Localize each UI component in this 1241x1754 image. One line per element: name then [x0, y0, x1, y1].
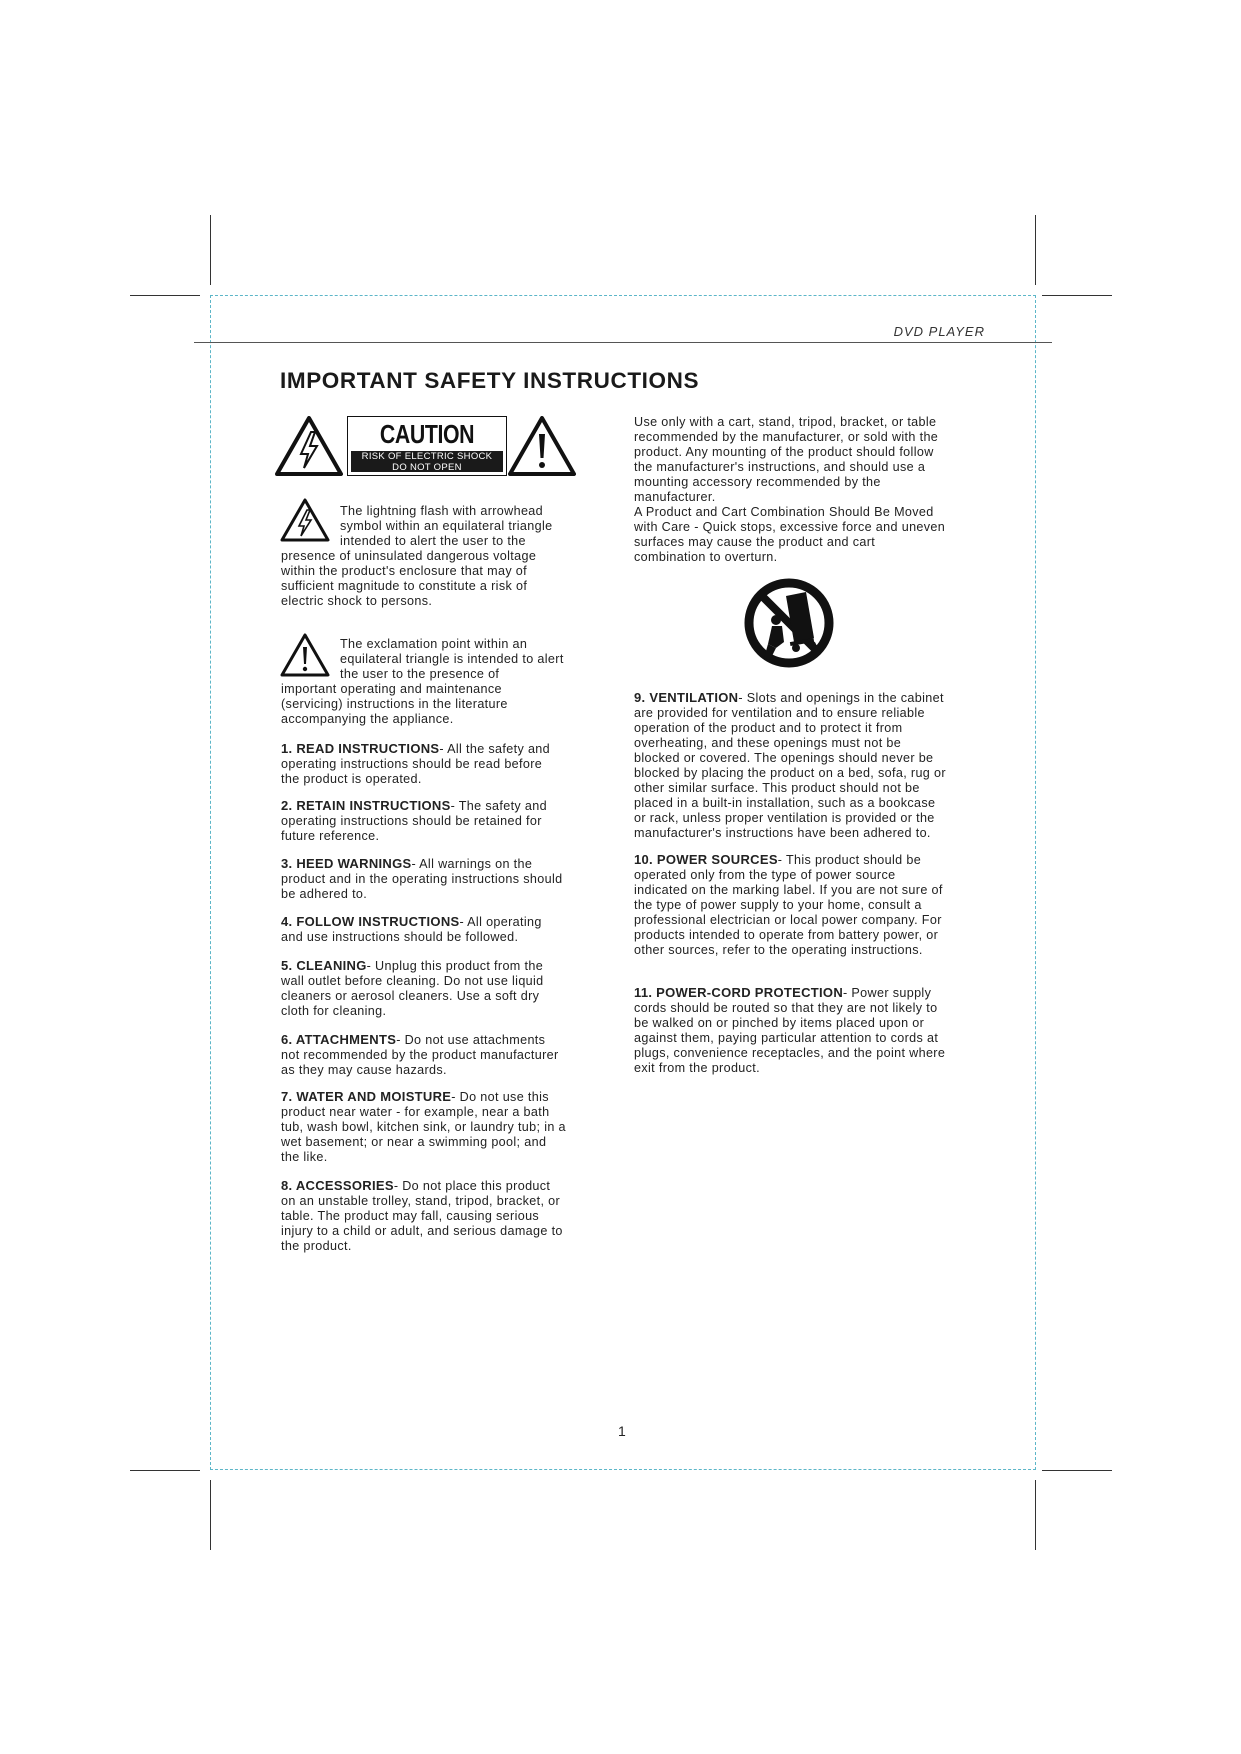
lightning-triangle-icon: [280, 498, 330, 542]
text-line: against them, paying particular attention to cords at: [634, 1031, 939, 1045]
cart-paragraph: [634, 415, 994, 565]
text-line: wall outlet before cleaning. Do not use liquid: [281, 974, 544, 988]
instruction-water: [281, 1089, 611, 1165]
caution-word: CAUTION: [379, 419, 475, 449]
crop-mark: [1042, 1470, 1112, 1471]
text-line: the product.: [281, 1239, 352, 1253]
text-line: professional electrician or local power company. For: [634, 913, 942, 927]
instruction-heading: 11. POWER-CORD PROTECTION: [634, 985, 844, 1000]
text-line: products intended to operate from battery power, or: [634, 928, 939, 942]
text-line: A Product and Cart Combination Should Be Moved: [634, 505, 934, 519]
text-line: other similar surface. This product should not be: [634, 781, 920, 795]
text-line: - Do not place this product: [393, 1179, 551, 1193]
instruction-heading: 7. WATER AND MOISTURE: [281, 1089, 452, 1104]
text-line: not recommended by the product manufacturer: [281, 1048, 559, 1062]
text-line: manufacturer's instructions have been adhered to.: [634, 826, 931, 840]
text-line: - Unplug this product from the: [366, 959, 544, 973]
text-line: (servicing) instructions in the literature: [281, 697, 508, 711]
exclamation-explanation: [340, 637, 610, 682]
instruction-heading: 6. ATTACHMENTS: [281, 1032, 397, 1047]
text-line: recommended by the manufacturer, or sold with the: [634, 430, 939, 444]
crop-mark: [1035, 1480, 1036, 1550]
instruction-heading: 2. RETAIN INSTRUCTIONS: [281, 798, 451, 813]
instruction-first-line: [281, 1089, 611, 1105]
crop-mark: [210, 215, 211, 285]
crop-mark: [1035, 215, 1036, 285]
text-line: combination to overturn.: [634, 550, 778, 564]
instruction-first-line: [281, 741, 611, 757]
instruction-heading: 4. FOLLOW INSTRUCTIONS: [281, 914, 460, 929]
text-line: equilateral triangle is intended to alert: [340, 652, 564, 666]
text-line: - Slots and openings in the cabinet: [738, 691, 944, 705]
caution-line-1: RISK OF ELECTRIC SHOCK: [361, 451, 493, 462]
text-line: product. Any mounting of the product should follow: [634, 445, 934, 459]
crop-mark: [130, 1470, 200, 1471]
instruction-first-line: [634, 852, 1004, 868]
text-line: with Care - Quick stops, excessive force and uneven: [634, 520, 946, 534]
exclamation-warning-icon: [508, 416, 576, 476]
text-line: The lightning flash with arrowhead: [340, 504, 544, 518]
text-line: cloth for cleaning.: [281, 1004, 387, 1018]
caution-line-2: DO NOT OPEN: [392, 462, 462, 473]
instruction-heed: [281, 856, 611, 902]
text-line: within the product's enclosure that may of: [281, 564, 528, 578]
instruction-first-line: [281, 1178, 611, 1194]
instruction-attachments: [281, 1032, 611, 1078]
header-rule: [194, 342, 1052, 343]
page-title: IMPORTANT SAFETY INSTRUCTIONS: [280, 368, 700, 393]
text-line: the like.: [281, 1150, 328, 1164]
instruction-first-line: [634, 985, 1004, 1001]
text-line: The exclamation point within an: [340, 637, 528, 651]
text-line: as they may cause hazards.: [281, 1063, 447, 1077]
text-line: - Power supply: [843, 986, 932, 1000]
text-line: exit from the product.: [634, 1061, 760, 1075]
instruction-retain: [281, 798, 611, 844]
text-line: - The safety and: [450, 799, 547, 813]
crop-mark: [210, 1480, 211, 1550]
header-title: DVD PLAYER: [893, 324, 985, 339]
text-line: or rack, unless proper ventilation is provided or the: [634, 811, 935, 825]
text-line: mounting accessory recommended by the: [634, 475, 881, 489]
instruction-accessories: [281, 1178, 611, 1254]
instruction-follow: [281, 914, 611, 945]
cart-tipover-warning-icon: [742, 576, 836, 670]
page-number: 1: [618, 1423, 626, 1439]
text-line: surfaces may cause the product and cart: [634, 535, 876, 549]
instruction-power-cord: [634, 985, 1004, 1076]
text-line: cords should be routed so that they are not likely to: [634, 1001, 938, 1015]
text-line: - Do not use attachments: [396, 1033, 546, 1047]
caution-band: [351, 451, 503, 472]
text-line: tub, wash bowl, kitchen sink, or laundry tub; in a: [281, 1120, 566, 1134]
text-line: manufacturer.: [634, 490, 716, 504]
crop-mark: [130, 295, 200, 296]
instruction-first-line: [634, 690, 1004, 706]
instruction-heading: 1. READ INSTRUCTIONS: [281, 741, 440, 756]
text-line: overheating, and these openings must not be: [634, 736, 902, 750]
text-line: product and in the operating instructions should: [281, 872, 563, 886]
instruction-ventilation: [634, 690, 1004, 841]
instruction-heading: 8. ACCESSORIES: [281, 1178, 394, 1193]
text-line: electric shock to persons.: [281, 594, 433, 608]
text-line: - All operating: [459, 915, 542, 929]
text-line: other sources, refer to the operating instructions.: [634, 943, 923, 957]
caution-label: [347, 416, 507, 476]
instruction-cleaning: [281, 958, 611, 1019]
text-line: symbol within an equilateral triangle: [340, 519, 553, 533]
text-line: future reference.: [281, 829, 380, 843]
text-line: product near water - for example, near a bath: [281, 1105, 550, 1119]
text-line: injury to a child or adult, and serious damage to: [281, 1224, 563, 1238]
instruction-first-line: [281, 856, 611, 872]
instruction-first-line: [281, 1032, 611, 1048]
text-line: table. The product may fall, causing serious: [281, 1209, 540, 1223]
text-line: blocked by placing the product on a bed, sofa, rug or: [634, 766, 946, 780]
instruction-heading: 3. HEED WARNINGS: [281, 856, 412, 871]
text-line: placed in a built-in installation, such as a bookcase: [634, 796, 936, 810]
text-line: plugs, convenience receptacles, and the point where: [634, 1046, 946, 1060]
exclamation-triangle-icon: [280, 633, 330, 677]
instruction-heading: 5. CLEANING: [281, 958, 367, 973]
text-line: - Do not use this: [451, 1090, 549, 1104]
text-line: operating instructions should be read before: [281, 757, 543, 771]
text-line: indicated on the marking label. If you are not sure of: [634, 883, 943, 897]
text-line: on an unstable trolley, stand, tripod, bracket, or: [281, 1194, 561, 1208]
text-line: presence of uninsulated dangerous voltage: [281, 549, 537, 563]
text-line: Use only with a cart, stand, tripod, bracket, or table: [634, 415, 937, 429]
lightning-warning-icon: [275, 416, 343, 476]
text-line: intended to alert the user to the: [340, 534, 526, 548]
exclamation-explanation-cont: [281, 682, 611, 727]
instruction-power-sources: [634, 852, 1004, 958]
text-line: the manufacturer's instructions, and should use a: [634, 460, 926, 474]
text-line: operated only from the type of power source: [634, 868, 896, 882]
text-line: be walked on or pinched by items placed upon or: [634, 1016, 925, 1030]
text-line: - All warnings on the: [411, 857, 533, 871]
text-line: blocked or covered. The openings should never be: [634, 751, 934, 765]
crop-mark: [1042, 295, 1112, 296]
text-line: operating instructions should be retained for: [281, 814, 542, 828]
text-line: - All the safety and: [439, 742, 551, 756]
text-line: the type of power supply to your home, consult a: [634, 898, 922, 912]
text-line: wet basement; or near a swimming pool; and: [281, 1135, 547, 1149]
text-line: important operating and maintenance: [281, 682, 502, 696]
text-line: and use instructions should be followed.: [281, 930, 519, 944]
text-line: - This product should be: [777, 853, 922, 867]
lightning-explanation: [340, 504, 610, 549]
text-line: the user to the presence of: [340, 667, 500, 681]
instruction-first-line: [281, 914, 611, 930]
instruction-first-line: [281, 958, 611, 974]
text-line: operation of the product and to protect it from: [634, 721, 903, 735]
lightning-explanation-cont: [281, 549, 611, 609]
text-line: sufficient magnitude to constitute a risk of: [281, 579, 528, 593]
text-line: be adhered to.: [281, 887, 368, 901]
text-line: cleaners or aerosol cleaners. Use a soft dry: [281, 989, 540, 1003]
text-line: accompanying the appliance.: [281, 712, 454, 726]
instruction-first-line: [281, 798, 611, 814]
instruction-heading: 9. VENTILATION: [634, 690, 739, 705]
text-line: the product is operated.: [281, 772, 422, 786]
instruction-read: [281, 741, 611, 787]
instruction-heading: 10. POWER SOURCES: [634, 852, 778, 867]
text-line: are provided for ventilation and to ensure reliable: [634, 706, 925, 720]
